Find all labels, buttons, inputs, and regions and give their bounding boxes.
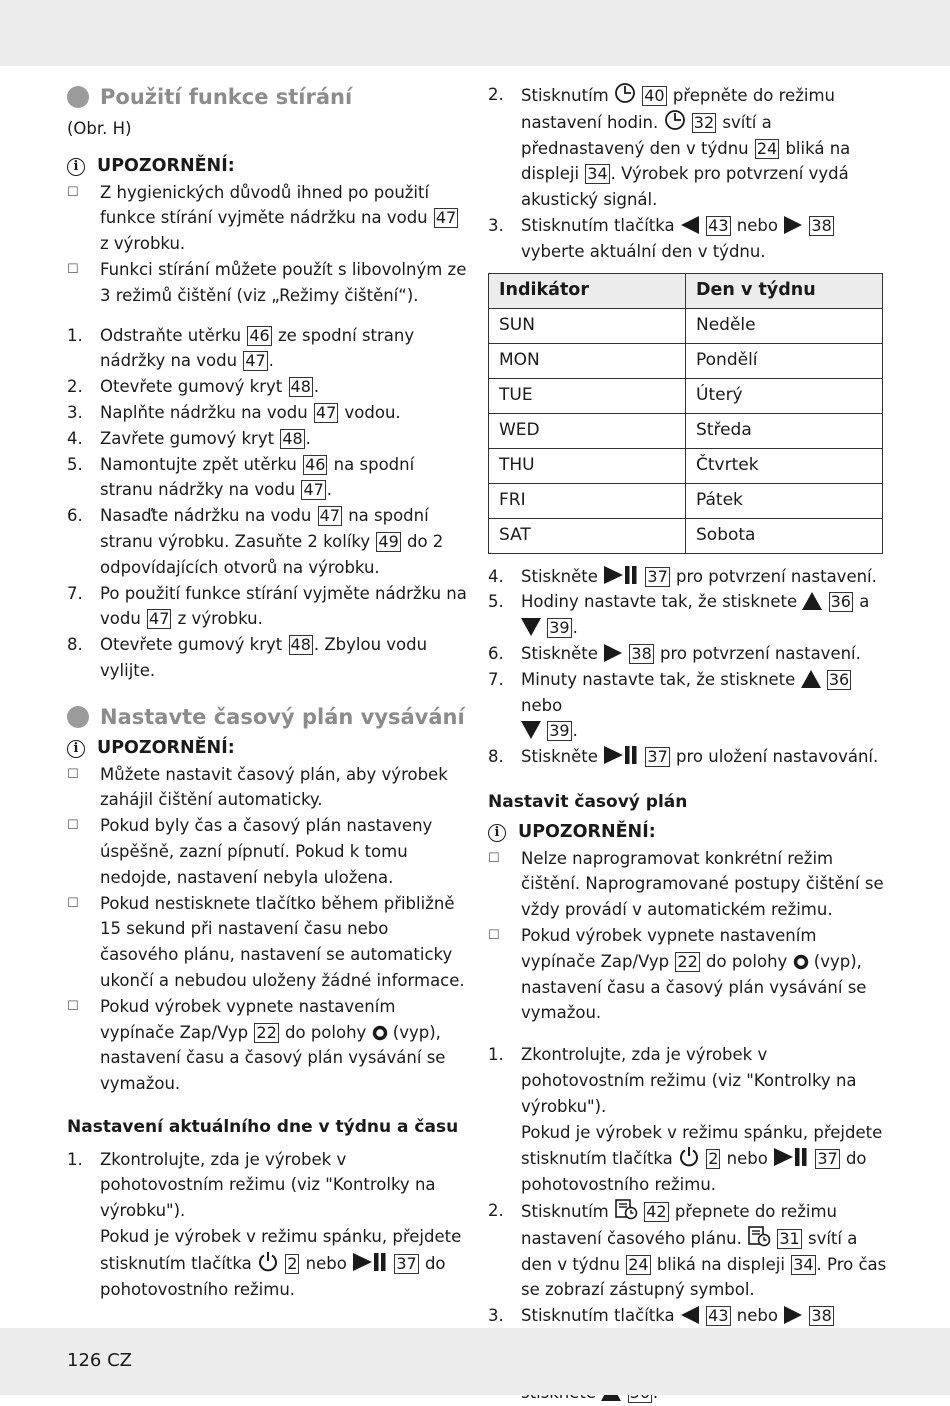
right-column: [488, 82, 888, 1406]
checkbox-bullet-icon: ☐: [67, 895, 79, 911]
bullet-dot-icon: [67, 706, 89, 728]
checkbox-bullet-icon: ☐: [67, 261, 79, 277]
down-arrow-icon: [521, 618, 541, 636]
list-item: ☐ Nelze naprogramovat konkrétní režim čištění. Naprogramované postupy čištění se vždy provádí v automatickém režimu.: [488, 846, 888, 923]
left-column: [67, 82, 467, 1302]
left-arrow-icon: [680, 1306, 700, 1324]
list-item: ☐ Funkci stírání můžete použít s libovolným ze 3 režimů čištění (viz „Režimy čištění“).: [67, 257, 467, 309]
top-band: [0, 0, 950, 66]
step-item: 7. Minuty nastavte tak, že stisknete 36 nebo 39 .: [488, 669, 850, 741]
right-arrow-icon: [783, 1306, 803, 1324]
step-item: 8. Stiskněte 37 pro uložení nastavování.: [488, 747, 879, 767]
right-arrow-icon: [783, 216, 803, 234]
list-item: ☐ Pokud výrobek vypnete nastavením vypínače Zap/Vyp 22 do polohy (vyp), nastavení času a časový plán vysávání se vymažou.: [488, 923, 888, 1026]
section-heading-schedule: Nastavte časový plán vysávání: [67, 702, 467, 732]
ref-number: 47: [435, 208, 457, 228]
off-position-icon: [793, 954, 809, 970]
play-pause-icon: [773, 1147, 809, 1167]
info-icon: i: [488, 824, 506, 842]
step-item: 1. Zkontrolujte, zda je výrobek v pohotovostním režimu (viz "Kontrolky na výrobku"). Pokud je výrobek v režimu spánku, přejdete stisknutím tlačítka 2 nebo 37 do pohotovostního režimu.: [488, 1045, 883, 1195]
up-arrow-icon: [801, 670, 821, 688]
step-item: 3. Stisknutím tlačítka 43 nebo 38 vyberte aktuální den v týdnu.: [488, 215, 832, 261]
step-item: 5. Namontujte zpět utěrku 46 na spodní stranu nádržky na vodu 47 .: [67, 454, 415, 500]
step-item: 6. Nasaďte nádržku na vodu 47 na spodní stranu výrobku. Zasuňte 2 kolíky 49 do 2 odpovídajících otvorů na výrobku.: [67, 506, 444, 577]
checkbox-bullet-icon: ☐: [67, 766, 79, 782]
table-row: SUN Neděle: [489, 308, 883, 343]
note-heading: i UPOZORNĚNÍ:: [488, 820, 888, 846]
play-pause-icon: [352, 1252, 388, 1272]
section-heading-wiping: Použití funkce stírání: [67, 82, 467, 112]
checkbox-bullet-icon: ☐: [488, 927, 500, 943]
step-item: 2. Otevřete gumový kryt 48 .: [67, 377, 320, 397]
off-position-icon: [372, 1025, 388, 1041]
info-icon: i: [67, 740, 85, 758]
weekday-table: [488, 273, 883, 554]
step-item: 1. Odstraňte utěrku 46 ze spodní strany nádržky na vodu 47 .: [67, 325, 415, 371]
info-icon: i: [67, 158, 85, 176]
table-row: WED Středa: [489, 413, 883, 448]
table-row: TUE Úterý: [489, 378, 883, 413]
step-item: 8. Otevřete gumový kryt 48 . Zbylou vodu vylijte.: [67, 635, 428, 680]
note-heading: i UPOZORNĚNÍ:: [67, 736, 467, 762]
list-item: ☐ Můžete nastavit časový plán, aby výrobek zahájil čištění automaticky.: [67, 762, 467, 814]
right-arrow-icon: [603, 644, 623, 662]
step-item: 4. Stiskněte 37 pro potvrzení nastavení.: [488, 566, 877, 586]
play-pause-icon: [603, 565, 639, 585]
table-header-row: Indikátor Den v týdnu: [489, 273, 883, 308]
power-icon: [257, 1250, 279, 1272]
list-item: ☐ Pokud výrobek vypnete nastavením vypínače Zap/Vyp 22 do polohy (vyp), nastavení času a časový plán vysávání se vymažou.: [67, 994, 467, 1097]
step-item: 5. Hodiny nastavte tak, že stisknete 36 a 39 .: [488, 592, 870, 638]
schedule-icon: [614, 1198, 638, 1220]
clock-icon: [614, 82, 636, 104]
note-heading: i UPOZORNĚNÍ:: [67, 154, 467, 180]
schedule-icon: [747, 1225, 771, 1247]
step-item: 3. Naplňte nádržku na vodu 47 vodou.: [67, 402, 401, 422]
figure-ref: (Obr. H): [67, 119, 132, 138]
subheading-schedule: Nastavit časový plán: [488, 791, 688, 812]
play-pause-icon: [603, 745, 639, 765]
page-number: 126 CZ: [67, 1350, 132, 1371]
power-icon: [678, 1145, 700, 1167]
step-item: 1. Zkontrolujte, zda je výrobek v pohotovostním režimu (viz "Kontrolky na výrobku"). Pokud je výrobek v režimu spánku, přejdete stisknutím tlačítka 2 nebo 37 do pohotovostního režimu.: [67, 1149, 462, 1299]
checkbox-bullet-icon: ☐: [67, 818, 79, 834]
checkbox-bullet-icon: ☐: [67, 184, 79, 200]
step-item: 2. Stisknutím 40 přepněte do režimu nastavení hodin. 32 svítí a přednastavený den v týdnu 24 bliká na displeji 34 . Výrobek pro potvrzení vydá akustický signál.: [488, 82, 888, 213]
step-item: 6. Stiskněte 38 pro potvrzení nastavení.: [488, 643, 861, 663]
subheading-day-time: Nastavení aktuálního dne v týdnu a času: [67, 1116, 459, 1137]
left-arrow-icon: [680, 216, 700, 234]
list-item: ☐ Z hygienických důvodů ihned po použití funkce stírání vyjměte nádržku na vodu 47 z výrobku.: [67, 180, 467, 257]
step-item: 7. Po použití funkce stírání vyjměte nádržku na vodu 47 z výrobku.: [67, 583, 467, 629]
up-arrow-icon: [802, 592, 822, 610]
table-row: SAT Sobota: [489, 518, 883, 553]
table-row: THU Čtvrtek: [489, 448, 883, 483]
step-item: 2. Stisknutím 42 přepnete do režimu nastavení časového plánu. 31 svítí a den v týdnu 24 bliká na displeji 34 . Pro čas se zobrazí zástupný symbol.: [488, 1198, 888, 1303]
step-item: 4. Zavřete gumový kryt 48 .: [67, 428, 311, 448]
checkbox-bullet-icon: ☐: [67, 998, 79, 1014]
step-item: 3. Stisknutím tlačítka 43 nebo 38: [488, 1303, 888, 1406]
bullet-dot-icon: [67, 86, 89, 108]
down-arrow-icon: [521, 721, 541, 739]
checkbox-bullet-icon: ☐: [488, 850, 500, 866]
table-row: FRI Pátek: [489, 483, 883, 518]
list-item: ☐ Pokud nestisknete tlačítko během přibližně 15 sekund při nastavení času nebo časového plánu, nastavení se automaticky ukončí a nebudou uloženy žádné informace.: [67, 891, 467, 994]
list-item: ☐ Pokud byly čas a časový plán nastaveny úspěšně, zazní pípnutí. Pokud k tomu nedojde, nastavení nebyla uložena.: [67, 813, 467, 890]
bottom-band: [0, 1328, 950, 1395]
table-row: MON Pondělí: [489, 343, 883, 378]
clock-icon: [664, 109, 686, 131]
